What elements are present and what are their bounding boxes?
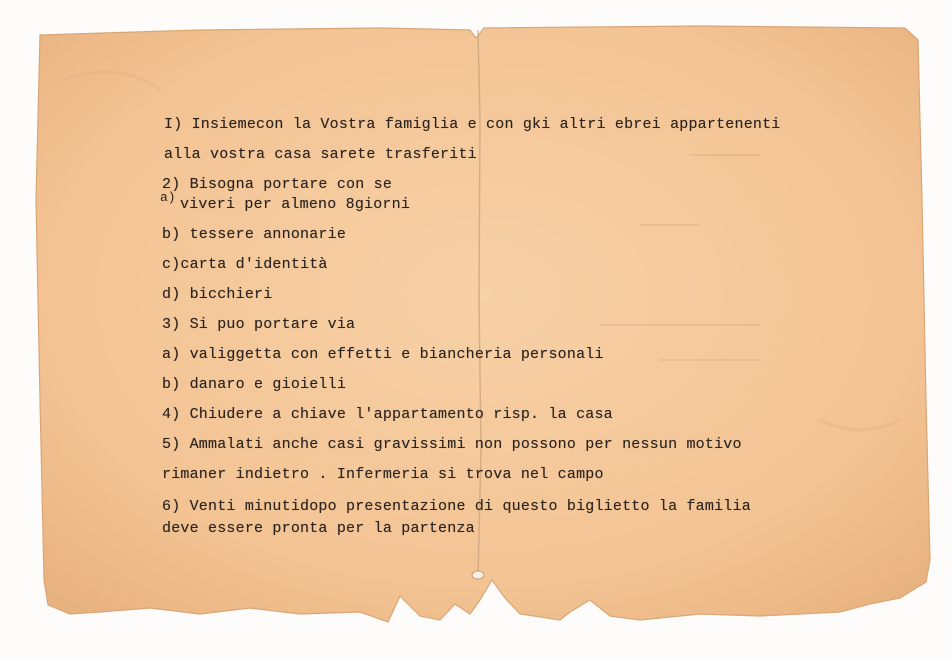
line-9: a) valiggetta con effetti e biancheria personali: [162, 346, 604, 363]
line-15: deve essere pronta per la partenza: [162, 520, 475, 537]
fold-hole: [472, 571, 484, 579]
line-1: I) Insiemecon la Vostra famiglia e con gki altri ebrei appartenenti: [164, 116, 781, 133]
line-3: 2) Bisogna portare con se: [162, 176, 393, 193]
line-2: alla vostra casa sarete trasferiti: [164, 146, 477, 163]
line-7: d) bicchieri: [162, 286, 273, 303]
line-6: c)carta d'identità: [162, 256, 328, 273]
line-10: b) danaro e gioielli: [162, 376, 347, 393]
line-4: viveri per almeno 8giorni: [180, 196, 411, 213]
line-14: 6) Venti minutidopo presentazione di questo biglietto la familia: [162, 498, 751, 515]
line-3a: a): [160, 190, 176, 205]
line-13: rimaner indietro . Infermeria si trova nel campo: [162, 466, 604, 483]
line-12: 5) Ammalati anche casi gravissimi non possono per nessun motivo: [162, 436, 742, 453]
line-11: 4) Chiudere a chiave l'appartamento risp. la casa: [162, 406, 613, 423]
line-5: b) tessere annonarie: [162, 226, 347, 243]
line-8: 3) Si puo portare via: [162, 316, 356, 333]
